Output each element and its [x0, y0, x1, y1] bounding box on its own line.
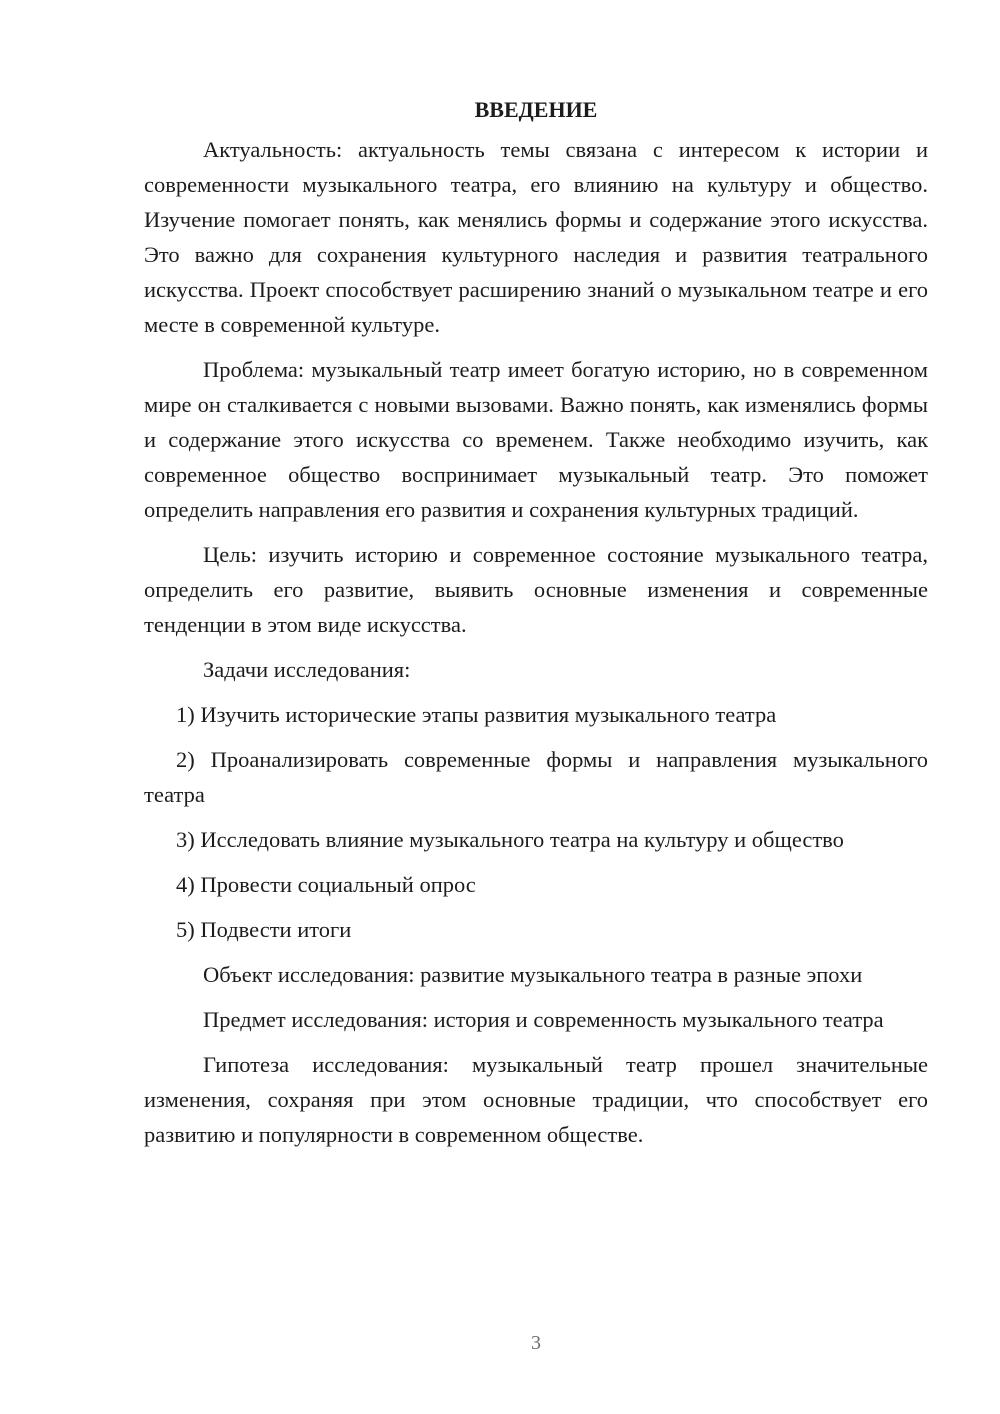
paragraph-object: Объект исследования: развитие музыкального театра в разные эпохи: [203, 962, 863, 987]
task-item-5: 5) Подвести итоги: [176, 917, 352, 942]
task-item-2: 2) Проанализировать современные формы и направления музыкального театра: [144, 747, 928, 807]
paragraph-problem: Проблема: музыкальный театр имеет богатую историю, но в современном мире он сталкивается с новыми вызовами. Важно понять, как изменялись формы и содержание этого искусства со временем. Также необходимо изучить, как современное общество воспринимает музыкальный театр. Это поможет определить направления его развития и сохранения культурных традиций.: [144, 357, 928, 522]
task-item-3: 3) Исследовать влияние музыкального театра на культуру и общество: [176, 827, 844, 852]
task-item-1: 1) Изучить исторические этапы развития музыкального театра: [176, 702, 777, 727]
section-title: ВВЕДЕНИЕ: [474, 97, 598, 122]
page-number: 3: [531, 1332, 541, 1354]
paragraph-tasks-heading: Задачи исследования:: [203, 657, 411, 682]
document-page: [144, 92, 928, 1162]
paragraph-subject: Предмет исследования: история и современность музыкального театра: [203, 1007, 884, 1032]
task-item-4: 4) Провести социальный опрос: [176, 872, 476, 897]
paragraph-relevance: Актуальность: актуальность темы связана с интересом к истории и современности музыкального театра, его влиянию на культуру и общество. Изучение помогает понять, как менялись формы и содержание этого искусства. Это важно для сохранения культурного наследия и развития театрального искусства. Проект способствует расширению знаний о музыкальном театре и его месте в современной культуре.: [144, 137, 928, 337]
paragraph-goal: Цель: изучить историю и современное состояние музыкального театра, определить его развитие, выявить основные изменения и современные тенденции в этом виде искусства.: [144, 542, 928, 637]
paragraph-hypothesis: Гипотеза исследования: музыкальный театр прошел значительные изменения, сохраняя при этом основные традиции, что способствует его развитию и популярности в современном обществе.: [144, 1052, 928, 1147]
